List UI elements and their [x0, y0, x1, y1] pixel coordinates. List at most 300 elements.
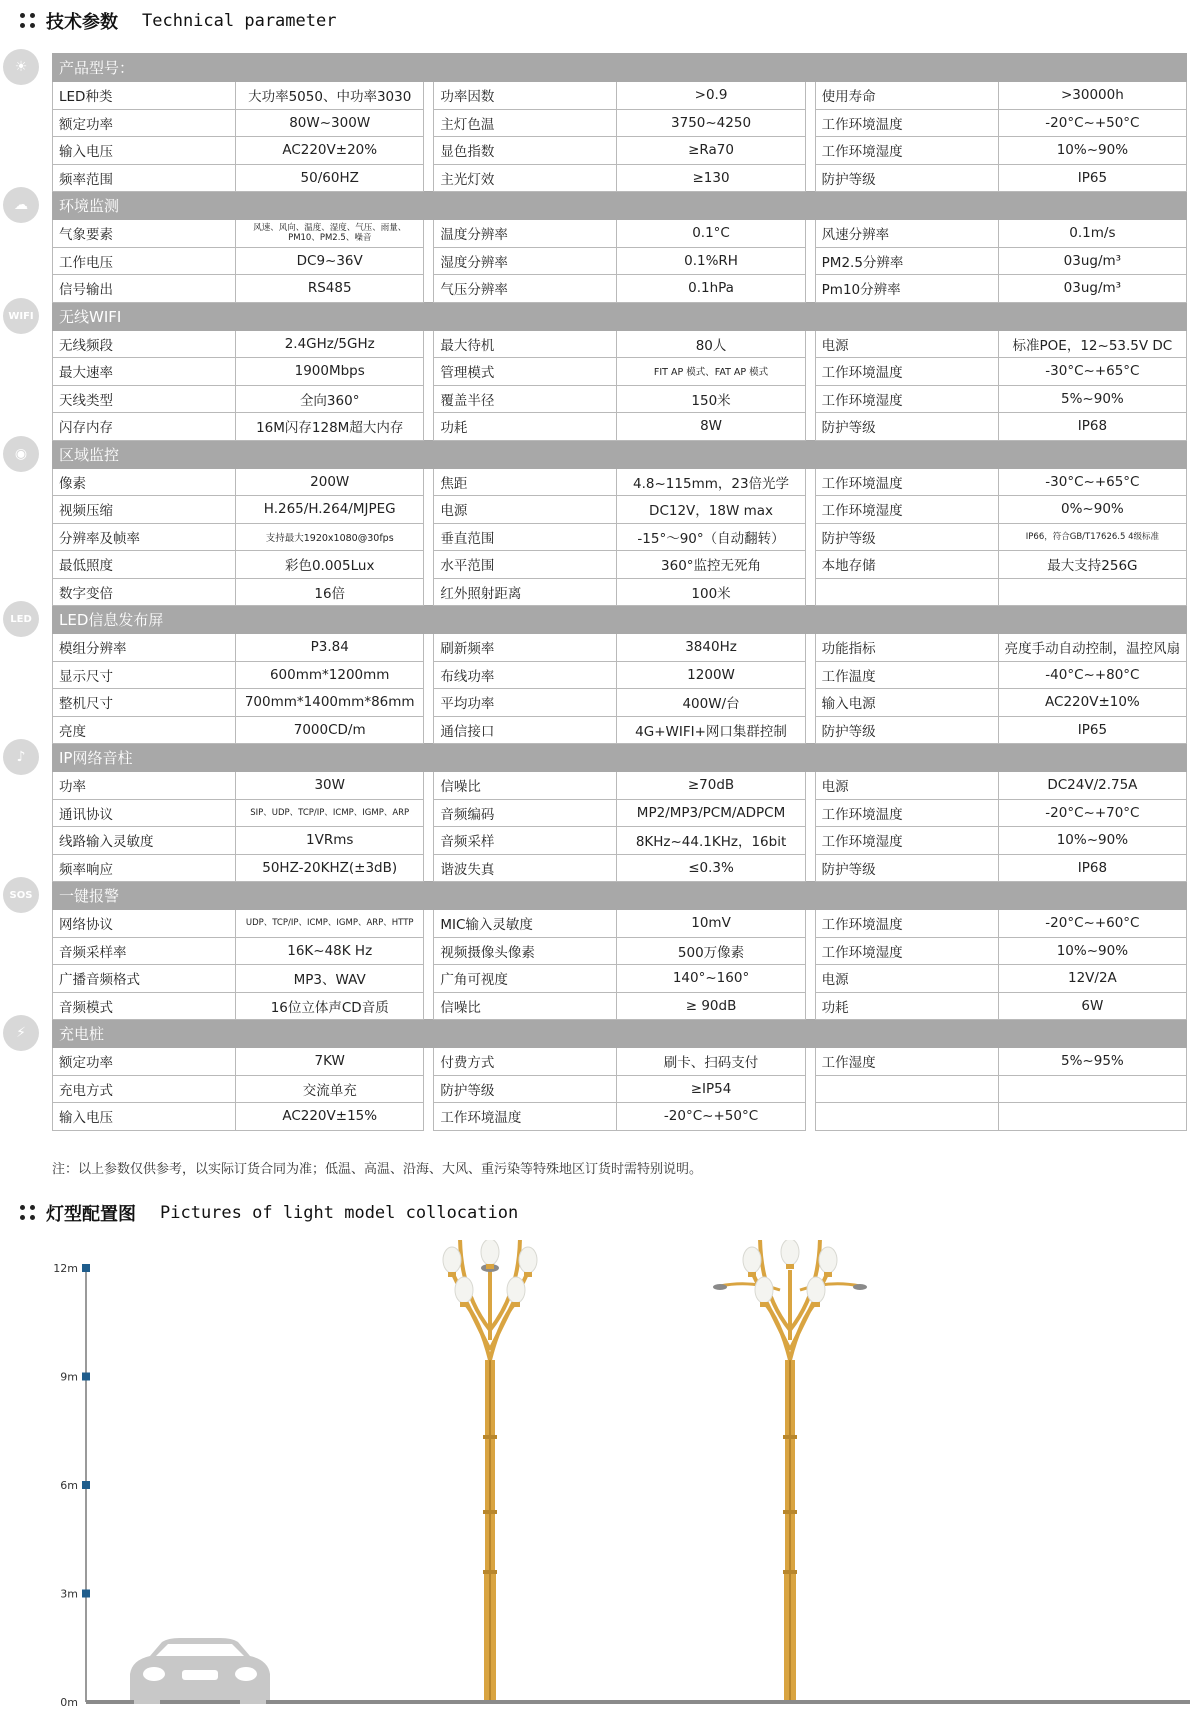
- spec-value: IP66，符合GB/T17626.5 4级标准: [998, 523, 1186, 551]
- spec-row: [53, 468, 1187, 496]
- spec-row: [53, 799, 1187, 827]
- column-gap: [805, 965, 815, 993]
- spec-label: 工作环境温度: [815, 109, 998, 137]
- spec-value: 7000CD/m: [236, 716, 424, 744]
- spec-label: 刷新频率: [434, 634, 617, 662]
- spec-label: 电源: [815, 330, 998, 358]
- spec-label: 输入电压: [53, 1103, 236, 1131]
- spec-label: 平均功率: [434, 689, 617, 717]
- spec-label: 工作环境温度: [815, 910, 998, 938]
- column-gap: [805, 413, 815, 441]
- spec-value: DC24V/2.75A: [998, 772, 1186, 800]
- spec-row: [53, 1075, 1187, 1103]
- spec-label: 温度分辨率: [434, 220, 617, 248]
- spec-label: 音频模式: [53, 992, 236, 1020]
- spec-value: 0.1m/s: [998, 220, 1186, 248]
- spec-value: 亮度手动自动控制，温控风扇: [998, 634, 1186, 662]
- spec-label: 湿度分辨率: [434, 247, 617, 275]
- column-gap: [805, 523, 815, 551]
- spec-value: -40°C~+80°C: [998, 661, 1186, 689]
- spec-value: 1900Mbps: [236, 358, 424, 386]
- spec-label: 水平范围: [434, 551, 617, 579]
- column-gap: [424, 992, 434, 1020]
- scale-label: 0m: [60, 1696, 78, 1709]
- spec-label: 防护等级: [815, 413, 998, 441]
- spec-label: 整机尺寸: [53, 689, 236, 717]
- spec-row: [53, 164, 1187, 192]
- spec-row: [53, 578, 1187, 606]
- spec-label: 功能指标: [815, 634, 998, 662]
- spec-value: AC220V±20%: [236, 137, 424, 165]
- spec-label: 音频采样率: [53, 937, 236, 965]
- spec-value: AC220V±15%: [236, 1103, 424, 1131]
- spec-label: 工作环境湿度: [815, 385, 998, 413]
- spec-label: 显示尺寸: [53, 661, 236, 689]
- spec-label: [815, 1103, 998, 1131]
- lamp-bulb: [743, 1247, 761, 1273]
- spec-label: 工作环境湿度: [815, 496, 998, 524]
- lamp-bulb: [755, 1277, 773, 1303]
- spec-label: Pm10分辨率: [815, 275, 998, 303]
- spec-value: -30°C~+65°C: [998, 468, 1186, 496]
- spec-value: 03ug/m³: [998, 275, 1186, 303]
- spec-label: 充电方式: [53, 1075, 236, 1103]
- scale-ticks: [53, 1262, 90, 1709]
- spec-value: 500万像素: [617, 937, 805, 965]
- column-gap: [805, 385, 815, 413]
- section-header-collocation: [20, 1200, 518, 1226]
- column-gap: [805, 661, 815, 689]
- column-gap: [805, 358, 815, 386]
- spec-label: 防护等级: [815, 164, 998, 192]
- light-poles: [443, 1240, 867, 1700]
- spec-label: 工作温度: [815, 661, 998, 689]
- spec-value: 4G+WIFI+网口集群控制: [617, 716, 805, 744]
- section-header-row: [53, 54, 1187, 82]
- spec-value: 标准POE，12~53.5V DC: [998, 330, 1186, 358]
- spec-row: [53, 275, 1187, 303]
- column-gap: [805, 330, 815, 358]
- spec-value: P3.84: [236, 634, 424, 662]
- column-gap: [424, 109, 434, 137]
- spec-label: 焦距: [434, 468, 617, 496]
- column-gap: [805, 551, 815, 579]
- column-gap: [424, 275, 434, 303]
- column-gap: [805, 634, 815, 662]
- spec-row: [53, 937, 1187, 965]
- spec-value: 3750~4250: [617, 109, 805, 137]
- column-gap: [805, 578, 815, 606]
- spec-label: 视频压缩: [53, 496, 236, 524]
- spec-row: [53, 330, 1187, 358]
- spec-label: 模组分辨率: [53, 634, 236, 662]
- lamp-bulb: [507, 1277, 525, 1303]
- spec-value: ≥70dB: [617, 772, 805, 800]
- spec-label: 功耗: [434, 413, 617, 441]
- spec-value: -20°C~+60°C: [998, 910, 1186, 938]
- spec-label: 防护等级: [434, 1075, 617, 1103]
- column-gap: [424, 330, 434, 358]
- column-gap: [424, 716, 434, 744]
- spec-row: [53, 247, 1187, 275]
- column-gap: [424, 854, 434, 882]
- dots-icon: [20, 1205, 36, 1221]
- column-gap: [424, 247, 434, 275]
- spec-value: 12V/2A: [998, 965, 1186, 993]
- spec-label: 信号输出: [53, 275, 236, 303]
- spec-value: IP68: [998, 854, 1186, 882]
- scale-marker: [82, 1590, 90, 1598]
- spec-value: MP3、WAV: [236, 965, 424, 993]
- spec-label: 显色指数: [434, 137, 617, 165]
- spec-row: [53, 992, 1187, 1020]
- scale-label: 3m: [60, 1587, 78, 1601]
- spec-label: 功率: [53, 772, 236, 800]
- spec-label: 通讯协议: [53, 799, 236, 827]
- scale-marker: [82, 1373, 90, 1381]
- column-gap: [805, 716, 815, 744]
- spec-label: PM2.5分辨率: [815, 247, 998, 275]
- spec-value: 支持最大1920x1080@30fps: [236, 523, 424, 551]
- column-gap: [805, 275, 815, 303]
- spec-value: 交流单充: [236, 1075, 424, 1103]
- spec-label: 电源: [434, 496, 617, 524]
- spec-label: 工作环境湿度: [815, 137, 998, 165]
- spec-label: 广播音频格式: [53, 965, 236, 993]
- spec-value: 4.8~115mm，23倍光学: [617, 468, 805, 496]
- spec-value: IP65: [998, 164, 1186, 192]
- spec-row: [53, 1103, 1187, 1131]
- spec-row: [53, 716, 1187, 744]
- spec-value: 10%~90%: [998, 137, 1186, 165]
- spec-value: 360°监控无死角: [617, 551, 805, 579]
- spec-value: 0.1°C: [617, 220, 805, 248]
- light-pole: [713, 1240, 867, 1700]
- column-gap: [424, 551, 434, 579]
- scale-label: 6m: [60, 1479, 78, 1492]
- column-gap: [805, 799, 815, 827]
- light-pole-diagram: [0, 1240, 1200, 1709]
- spec-value: [998, 1103, 1186, 1131]
- spec-value: 50/60HZ: [236, 164, 424, 192]
- spec-row: [53, 413, 1187, 441]
- spec-value: 0%~90%: [998, 496, 1186, 524]
- spec-value: -20°C~+70°C: [998, 799, 1186, 827]
- spec-value: 6W: [998, 992, 1186, 1020]
- spec-label: 风速分辨率: [815, 220, 998, 248]
- column-gap: [805, 82, 815, 110]
- column-gap: [805, 827, 815, 855]
- column-gap: [424, 358, 434, 386]
- column-gap: [805, 220, 815, 248]
- spec-label: 输入电源: [815, 689, 998, 717]
- section-title: 充电桩: [53, 1020, 1187, 1048]
- spec-label: LED种类: [53, 82, 236, 110]
- spec-value: RS485: [236, 275, 424, 303]
- spec-value: ≥Ra70: [617, 137, 805, 165]
- column-gap: [424, 220, 434, 248]
- spec-label: 网络协议: [53, 910, 236, 938]
- spec-label: 亮度: [53, 716, 236, 744]
- spec-label: 工作环境湿度: [815, 937, 998, 965]
- spec-row: [53, 82, 1187, 110]
- spec-label: 工作电压: [53, 247, 236, 275]
- spec-row: [53, 109, 1187, 137]
- spec-value: ≥IP54: [617, 1075, 805, 1103]
- spec-label: 付费方式: [434, 1048, 617, 1076]
- spec-row: [53, 1048, 1187, 1076]
- spec-value: 大功率5050、中功率3030: [236, 82, 424, 110]
- column-gap: [805, 854, 815, 882]
- column-gap: [805, 1103, 815, 1131]
- spec-label: 红外照射距离: [434, 578, 617, 606]
- spec-label: 无线频段: [53, 330, 236, 358]
- spec-label: 最低照度: [53, 551, 236, 579]
- column-gap: [424, 578, 434, 606]
- spec-value: 16倍: [236, 578, 424, 606]
- spec-row: [53, 827, 1187, 855]
- car-icon: [130, 1638, 270, 1704]
- spec-label: 线路输入灵敏度: [53, 827, 236, 855]
- spec-row: [53, 385, 1187, 413]
- column-gap: [424, 827, 434, 855]
- spec-label: 输入电压: [53, 137, 236, 165]
- spec-value: -15°～90°（自动翻转）: [617, 523, 805, 551]
- column-gap: [805, 910, 815, 938]
- section-title: LED信息发布屏: [53, 606, 1187, 634]
- spec-value: 700mm*1400mm*86mm: [236, 689, 424, 717]
- spec-label: 工作环境温度: [815, 468, 998, 496]
- spec-row: [53, 689, 1187, 717]
- spec-value: [998, 1075, 1186, 1103]
- sos-icon: SOS: [3, 877, 39, 913]
- column-gap: [424, 661, 434, 689]
- spec-label: MIC输入灵敏度: [434, 910, 617, 938]
- spec-value: AC220V±10%: [998, 689, 1186, 717]
- spec-value: 140°~160°: [617, 965, 805, 993]
- spec-label: 工作湿度: [815, 1048, 998, 1076]
- header-cn: 灯型配置图: [46, 1204, 136, 1225]
- car-charge-icon: ⚡: [3, 1015, 39, 1051]
- column-gap: [424, 413, 434, 441]
- section-header-row: [53, 302, 1187, 330]
- column-gap: [805, 496, 815, 524]
- spec-value: 最大支持256G: [998, 551, 1186, 579]
- spec-value: -20°C~+50°C: [998, 109, 1186, 137]
- spec-label: 气象要素: [53, 220, 236, 248]
- section-header-row: [53, 192, 1187, 220]
- column-gap: [424, 385, 434, 413]
- spec-label: 电源: [815, 965, 998, 993]
- spec-label: [815, 1075, 998, 1103]
- spec-value: 1VRms: [236, 827, 424, 855]
- column-gap: [805, 109, 815, 137]
- column-gap: [424, 937, 434, 965]
- speaker-icon: ♪: [3, 739, 39, 775]
- spec-row: [53, 965, 1187, 993]
- section-title: 无线WIFI: [53, 302, 1187, 330]
- spec-value: 16M闪存128M超大内存: [236, 413, 424, 441]
- column-gap: [424, 523, 434, 551]
- lamp-bulb: [519, 1247, 537, 1273]
- section-header-row: [53, 1020, 1187, 1048]
- section-header-row: [53, 882, 1187, 910]
- spec-label: 防护等级: [815, 716, 998, 744]
- column-gap: [424, 772, 434, 800]
- spec-value: 0.1hPa: [617, 275, 805, 303]
- spec-value: 10mV: [617, 910, 805, 938]
- column-gap: [805, 137, 815, 165]
- spec-value: DC9~36V: [236, 247, 424, 275]
- spec-value: 5%~90%: [998, 385, 1186, 413]
- spec-label: 防护等级: [815, 854, 998, 882]
- column-gap: [424, 468, 434, 496]
- column-gap: [424, 799, 434, 827]
- spec-value: 80人: [617, 330, 805, 358]
- section-header-row: [53, 440, 1187, 468]
- spec-value: 600mm*1200mm: [236, 661, 424, 689]
- spec-value: ≥130: [617, 164, 805, 192]
- spec-value: 30W: [236, 772, 424, 800]
- spec-value: 全向360°: [236, 385, 424, 413]
- lamp-bulb: [455, 1277, 473, 1303]
- column-gap: [805, 992, 815, 1020]
- lamp-bulb: [481, 1240, 499, 1265]
- spec-label: 最大待机: [434, 330, 617, 358]
- spec-label: 管理模式: [434, 358, 617, 386]
- spec-label: 广角可视度: [434, 965, 617, 993]
- lamp-bulb: [443, 1247, 461, 1273]
- column-gap: [424, 1075, 434, 1103]
- spec-value: SIP、UDP、TCP/IP、ICMP、IGMP、ARP: [236, 799, 424, 827]
- spec-row: [53, 220, 1187, 248]
- spec-value: 150米: [617, 385, 805, 413]
- footnote: 注：以上参数仅供参考，以实际订货合同为准；低温、高温、沿海、大风、重污染等特殊地区订货时需特别说明。: [52, 1162, 703, 1177]
- spec-value: 0.1%RH: [617, 247, 805, 275]
- spec-row: [53, 772, 1187, 800]
- spec-label: 闪存内存: [53, 413, 236, 441]
- light-pole: [443, 1240, 537, 1700]
- spec-value: >0.9: [617, 82, 805, 110]
- spec-label: 分辨率及帧率: [53, 523, 236, 551]
- spec-label: 主灯色温: [434, 109, 617, 137]
- spec-value: 8KHz~44.1KHz，16bit: [617, 827, 805, 855]
- spec-label: 电源: [815, 772, 998, 800]
- column-gap: [424, 910, 434, 938]
- spec-label: 使用寿命: [815, 82, 998, 110]
- spec-row: [53, 496, 1187, 524]
- spec-value: MP2/MP3/PCM/ADPCM: [617, 799, 805, 827]
- lamp-bulb: [781, 1240, 799, 1265]
- spec-label: 通信接口: [434, 716, 617, 744]
- spec-value: 8W: [617, 413, 805, 441]
- spec-label: 主光灯效: [434, 164, 617, 192]
- spec-label: 布线功率: [434, 661, 617, 689]
- column-gap: [424, 965, 434, 993]
- spec-label: 工作环境温度: [434, 1103, 617, 1131]
- column-gap: [424, 689, 434, 717]
- spec-label: 谐波失真: [434, 854, 617, 882]
- section-title: 环境监测: [53, 192, 1187, 220]
- wifi-icon: WIFI: [3, 298, 39, 334]
- spec-value: 10%~90%: [998, 827, 1186, 855]
- spec-value: IP65: [998, 716, 1186, 744]
- spec-row: [53, 854, 1187, 882]
- spec-value: 彩色0.005Lux: [236, 551, 424, 579]
- dots-icon: [20, 13, 36, 29]
- column-gap: [424, 1103, 434, 1131]
- lamp-bulb: [807, 1277, 825, 1303]
- spec-value: UDP、TCP/IP、ICMP、IGMP、ARP、HTTP: [236, 910, 424, 938]
- spec-value: >30000h: [998, 82, 1186, 110]
- section-header-technical: [20, 8, 336, 34]
- spec-label: 工作环境湿度: [815, 827, 998, 855]
- scale-label: 9m: [60, 1370, 78, 1384]
- spec-value: 3840Hz: [617, 634, 805, 662]
- spec-label: 气压分辨率: [434, 275, 617, 303]
- spec-row: [53, 634, 1187, 662]
- spec-value: ≤0.3%: [617, 854, 805, 882]
- column-gap: [424, 137, 434, 165]
- spec-label: 视频摄像头像素: [434, 937, 617, 965]
- spec-value: H.265/H.264/MJPEG: [236, 496, 424, 524]
- spec-label: 频率响应: [53, 854, 236, 882]
- column-gap: [805, 164, 815, 192]
- spec-value: 7KW: [236, 1048, 424, 1076]
- spec-value: 50HZ-20KHZ(±3dB): [236, 854, 424, 882]
- spec-value: 100米: [617, 578, 805, 606]
- scale-label: 12m: [53, 1262, 78, 1275]
- spec-value: [998, 578, 1186, 606]
- spec-label: 功率因数: [434, 82, 617, 110]
- spec-value: ≥ 90dB: [617, 992, 805, 1020]
- spec-value: 16位立体声CD音质: [236, 992, 424, 1020]
- spec-label: 工作环境温度: [815, 358, 998, 386]
- section-header-row: [53, 606, 1187, 634]
- column-gap: [424, 1048, 434, 1076]
- scale-marker: [82, 1481, 90, 1489]
- spec-value: -20°C~+50°C: [617, 1103, 805, 1131]
- section-title: 区域监控: [53, 440, 1187, 468]
- spec-value: 5%~95%: [998, 1048, 1186, 1076]
- column-gap: [805, 247, 815, 275]
- spec-table: [52, 53, 1187, 1131]
- spec-value: 400W/台: [617, 689, 805, 717]
- spec-value: 刷卡、扫码支付: [617, 1048, 805, 1076]
- spec-label: 工作环境温度: [815, 799, 998, 827]
- spec-value: 03ug/m³: [998, 247, 1186, 275]
- spec-label: 数字变倍: [53, 578, 236, 606]
- spec-label: 信噪比: [434, 992, 617, 1020]
- sun-icon: ☀: [3, 49, 39, 85]
- led-icon: LED: [3, 601, 39, 637]
- scale-marker: [82, 1264, 90, 1272]
- section-title: 产品型号：: [53, 54, 1187, 82]
- section-title: 一键报警: [53, 882, 1187, 910]
- spec-label: 覆盖半径: [434, 385, 617, 413]
- spec-label: 天线类型: [53, 385, 236, 413]
- column-gap: [805, 468, 815, 496]
- cloud-eye-icon: ☁: [3, 187, 39, 223]
- spec-label: 音频编码: [434, 799, 617, 827]
- spec-value: FIT AP 模式、FAT AP 模式: [617, 358, 805, 386]
- spec-row: [53, 358, 1187, 386]
- spec-value: 风速、风向、温度、湿度、气压、雨量、PM10、PM2.5、噪音: [236, 220, 424, 248]
- column-gap: [805, 1048, 815, 1076]
- header-cn: 技术参数: [46, 12, 118, 33]
- spec-value: 80W~300W: [236, 109, 424, 137]
- spec-value: -30°C~+65°C: [998, 358, 1186, 386]
